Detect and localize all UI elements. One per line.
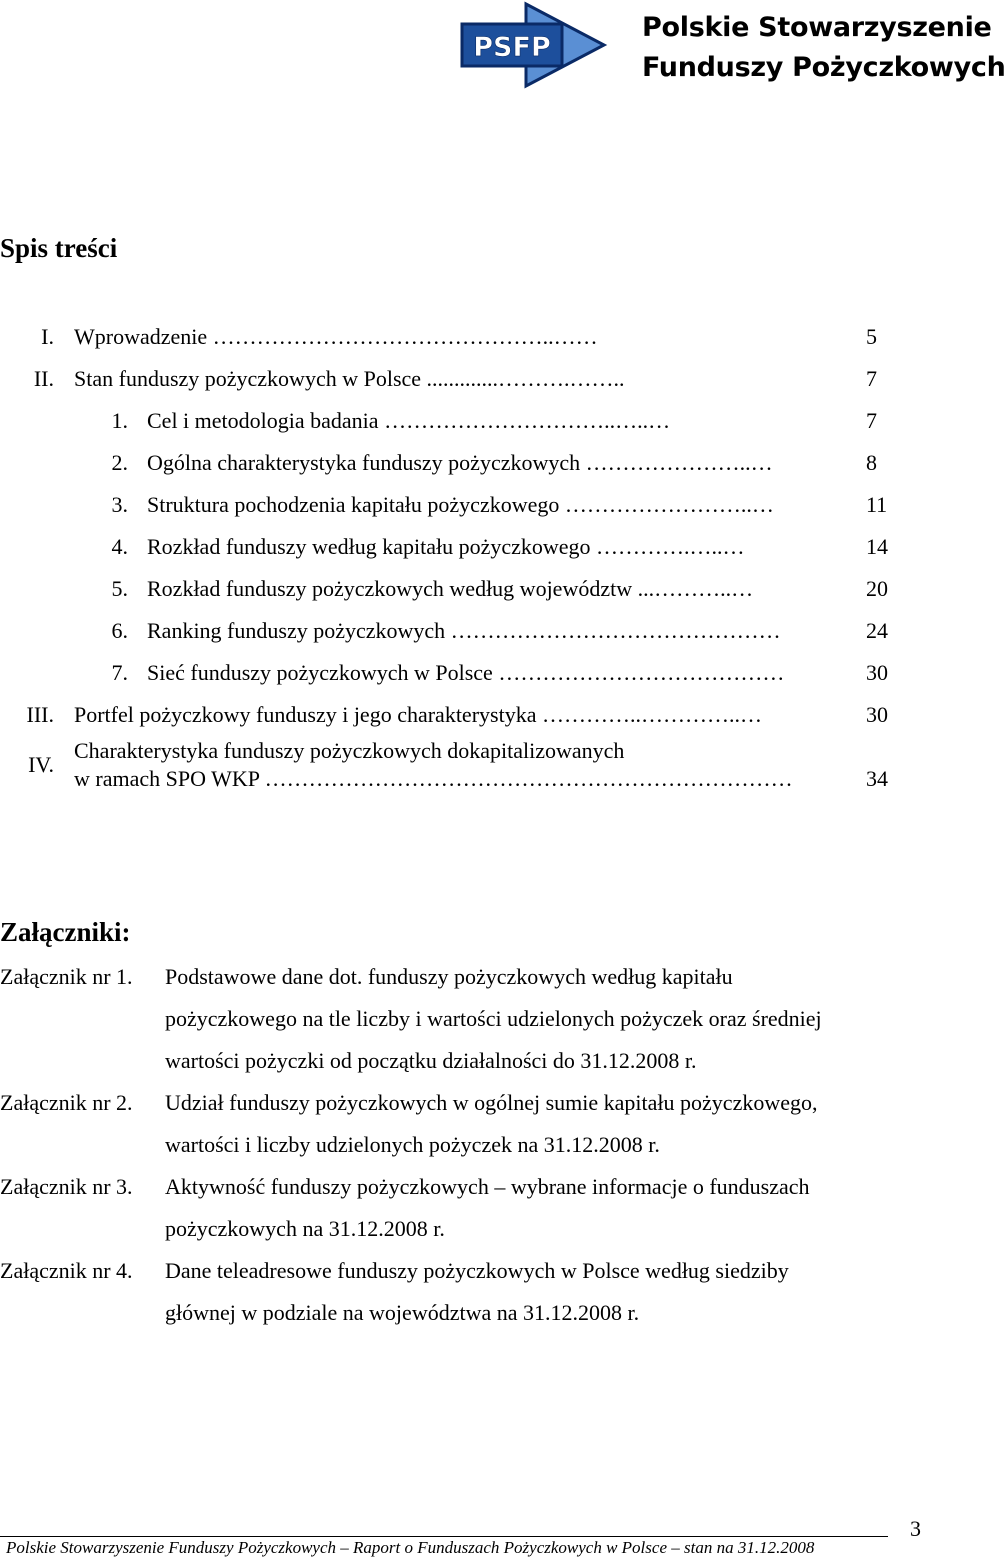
toc-entry-leader: …………..…………..… — [536, 702, 762, 727]
toc-entry-leader: …………………………..…..… — [378, 408, 671, 433]
attachment-label: Załącznik nr 1. — [0, 964, 133, 989]
toc-entry-leader: ………….…..… — [590, 534, 745, 559]
attachment-description-line: wartości i liczby udzielonych pożyczek na 31.12.2008 r. — [165, 1132, 660, 1157]
toc-entry-number: 7. — [111, 660, 128, 685]
toc-entry-number: IV. — [28, 752, 54, 777]
toc-entry-title: Ranking funduszy pożyczkowych ……………………………………… — [147, 618, 781, 643]
toc-entry-leader: .............……….…….. — [421, 366, 625, 391]
toc-entry-leader: ...………..… — [632, 576, 754, 601]
footer-divider — [0, 1536, 888, 1537]
toc-entry-title: Rozkład funduszy według kapitału pożyczkowego ………….…..… — [147, 534, 745, 559]
toc-entry-title: Sieć funduszy pożyczkowych w Polsce ………………………………… — [147, 660, 785, 685]
toc-entry — [0, 568, 960, 610]
toc-entry-page: 30 — [866, 660, 888, 685]
toc-entry-leader: ………………………………………..…… — [207, 324, 598, 349]
page-number: 3 — [910, 1516, 921, 1541]
attachments-title: Załączniki: — [0, 917, 131, 947]
attachment-description-line: Dane teleadresowe funduszy pożyczkowych w Polsce według siedziby — [165, 1258, 789, 1283]
toc-entry-title: Ogólna charakterystyka funduszy pożyczkowych …………………..… — [147, 450, 773, 475]
toc-entry-leader: …………………..… — [580, 450, 773, 475]
toc-entry-leader: ……………………………………… — [445, 618, 781, 643]
toc-entry-page: 30 — [866, 702, 888, 727]
toc-entry-title: w ramach SPO WKP ……………………………………………………………… — [74, 766, 793, 791]
attachment-label: Załącznik nr 2. — [0, 1090, 133, 1115]
toc-entry-title: Cel i metodologia badania …………………………..…..… — [147, 408, 671, 433]
psfp-logo — [456, 2, 1006, 90]
toc-entry — [0, 526, 960, 568]
attachment-description-line: pożyczkowego na tle liczby i wartości udzielonych pożyczek oraz średniej — [165, 1006, 822, 1031]
toc-entry — [0, 484, 960, 526]
attachment-description-line: Podstawowe dane dot. funduszy pożyczkowych według kapitału — [165, 964, 733, 989]
attachment-description-line: głównej w podziale na województwa na 31.12.2008 r. — [165, 1300, 640, 1325]
attachment-item — [0, 1082, 960, 1166]
psfp-logo-mark — [456, 2, 606, 88]
attachment-description-line: wartości pożyczki od początku działalności do 31.12.2008 r. — [165, 1048, 697, 1073]
toc-entry-title: Charakterystyka funduszy pożyczkowych dokapitalizowanych — [74, 738, 625, 763]
toc-entry-title: Struktura pochodzenia kapitału pożyczkowego ……………………..… — [147, 492, 774, 517]
attachment-description-line: Aktywność funduszy pożyczkowych – wybrane informacje o funduszach — [165, 1174, 810, 1199]
toc-entry-page: 5 — [866, 324, 877, 349]
toc-entry — [0, 316, 960, 358]
toc-entry — [0, 652, 960, 694]
attachment-label: Załącznik nr 3. — [0, 1174, 133, 1199]
toc-entry — [0, 400, 960, 442]
attachment-description — [165, 956, 905, 1082]
toc-entry-number: I. — [41, 324, 54, 349]
attachment-description — [165, 1082, 905, 1166]
toc-entry-page: 7 — [866, 408, 877, 433]
toc-entry — [0, 358, 960, 400]
toc-entry-page: 8 — [866, 450, 877, 475]
toc-entry-page: 14 — [866, 534, 888, 559]
toc-entry-number: III. — [26, 702, 54, 727]
attachment-item — [0, 956, 960, 1082]
toc-entry-page: 34 — [866, 766, 888, 791]
toc-entry-number: 2. — [111, 450, 128, 475]
attachment-description-line: pożyczkowych na 31.12.2008 r. — [165, 1216, 445, 1241]
toc-entry-page: 20 — [866, 576, 888, 601]
attachment-description — [165, 1250, 905, 1334]
attachment-item — [0, 1166, 960, 1250]
logo-org-line2: Funduszy Pożyczkowych — [642, 52, 1006, 83]
logo-org-line1: Polskie Stowarzyszenie — [642, 12, 992, 43]
logo-org-name — [642, 8, 1006, 88]
toc-entry-number: 3. — [111, 492, 128, 517]
toc-entry-number: 1. — [111, 408, 128, 433]
toc-entry-leader: ……………………..… — [559, 492, 774, 517]
toc-entry-title: Rozkład funduszy pożyczkowych według województw ...………..… — [147, 576, 754, 601]
toc-entry-title: Stan funduszy pożyczkowych w Polsce .............……….…….. — [74, 366, 625, 391]
toc-entry-leader: ………………………………… — [492, 660, 785, 685]
footer-text: Polskie Stowarzyszenie Funduszy Pożyczkowych – Raport o Funduszach Pożyczkowych w Polsce – stan na 31.12.2008 — [6, 1538, 815, 1557]
page-title: Spis treści — [0, 233, 118, 263]
toc-entry — [0, 610, 960, 652]
toc-entry-number: 5. — [111, 576, 128, 601]
toc-entry-page: 24 — [866, 618, 888, 643]
toc-entry-number: 4. — [111, 534, 128, 559]
toc-entry-leader: ……………………………………………………………… — [259, 766, 793, 791]
toc-entry-page: 7 — [866, 366, 877, 391]
toc-entry-title: Portfel pożyczkowy funduszy i jego charakterystyka …………..…………..… — [74, 702, 762, 727]
toc-entry-number: 6. — [111, 618, 128, 643]
attachment-label: Załącznik nr 4. — [0, 1258, 133, 1283]
attachment-description-line: Udział funduszy pożyczkowych w ogólnej sumie kapitału pożyczkowego, — [165, 1090, 818, 1115]
toc-entry — [0, 442, 960, 484]
toc-entry-number: II. — [33, 366, 54, 391]
logo-abbr: PSFP — [473, 32, 551, 63]
toc-entry-title: Wprowadzenie ………………………………………..…… — [74, 324, 598, 349]
attachment-description — [165, 1166, 905, 1250]
toc-entry — [0, 738, 960, 791]
attachment-item — [0, 1250, 960, 1334]
toc-entry-page: 11 — [866, 492, 888, 517]
